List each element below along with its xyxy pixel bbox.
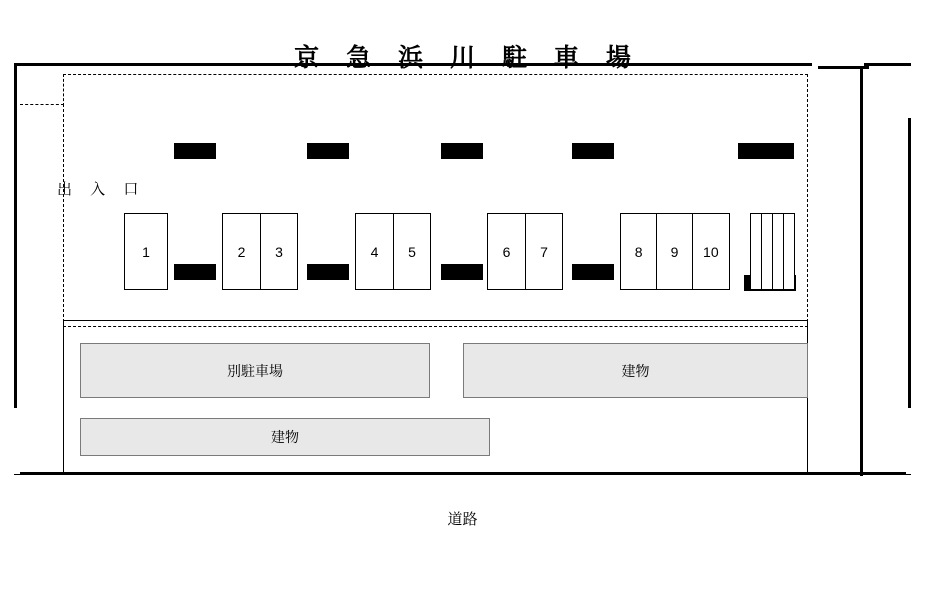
stall-group (355, 213, 431, 290)
car-stop-block (307, 143, 349, 159)
car-stop-block (441, 264, 483, 280)
parking-stall-unnumbered[interactable] (783, 214, 794, 289)
stall-number: 10 (703, 243, 719, 260)
building-right (463, 343, 808, 398)
building-lower (80, 418, 490, 456)
stall-number: 2 (237, 243, 246, 260)
parking-stall-unnumbered[interactable] (772, 214, 783, 289)
boundary-gap-left-lower (10, 408, 20, 474)
annex-parking (80, 343, 430, 398)
stall-group (124, 213, 168, 290)
car-stop-block (738, 143, 794, 159)
boundary-gap-right-upper (906, 66, 916, 118)
stall-number: 1 (142, 243, 150, 260)
parking-stall-4[interactable] (356, 214, 393, 289)
car-stop-block (572, 264, 614, 280)
parking-stall-9[interactable] (656, 214, 691, 289)
entrance-label: 出 入 口 (57, 181, 146, 198)
page-title: 京 急 浜 川 駐 車 場 (294, 44, 641, 72)
building-label: 建物 (271, 429, 299, 445)
stall-number: 5 (408, 243, 416, 260)
parking-stall-3[interactable] (260, 214, 297, 289)
car-stop-block (307, 264, 349, 280)
parking-stall-2[interactable] (223, 214, 260, 289)
stall-number: 3 (275, 243, 283, 260)
parking-area-outline-left-upper (63, 74, 64, 106)
stall-group (750, 213, 795, 290)
car-stop-block (174, 143, 216, 159)
stall-number: 8 (634, 243, 643, 260)
parking-stall-6[interactable] (488, 214, 525, 289)
stall-group (487, 213, 563, 290)
building-label: 別駐車場 (227, 362, 283, 379)
stall-group (222, 213, 298, 290)
parking-stall-10[interactable] (692, 214, 729, 289)
parking-stall-unnumbered[interactable] (751, 214, 761, 289)
car-stop-block (572, 143, 614, 159)
stall-group (620, 213, 730, 290)
parking-area-outline-top-left (20, 104, 64, 105)
building-label: 建物 (621, 362, 650, 379)
parking-stall-8[interactable] (621, 214, 656, 289)
stall-number: 9 (670, 243, 679, 260)
car-stop-block (441, 143, 483, 159)
stall-number: 7 (540, 243, 548, 260)
stall-number: 6 (502, 243, 511, 260)
parking-stall-unnumbered[interactable] (761, 214, 772, 289)
parking-stall-5[interactable] (393, 214, 430, 289)
stall-number: 4 (370, 243, 379, 260)
road-label: 道路 (447, 511, 478, 528)
parking-stall-1[interactable] (125, 214, 167, 289)
boundary-gap-right-lower (906, 408, 916, 474)
parking-area-outline-left-lower (63, 104, 64, 327)
parking-stall-7[interactable] (525, 214, 562, 289)
road-edge-right (860, 66, 863, 476)
car-stop-block (174, 264, 216, 280)
